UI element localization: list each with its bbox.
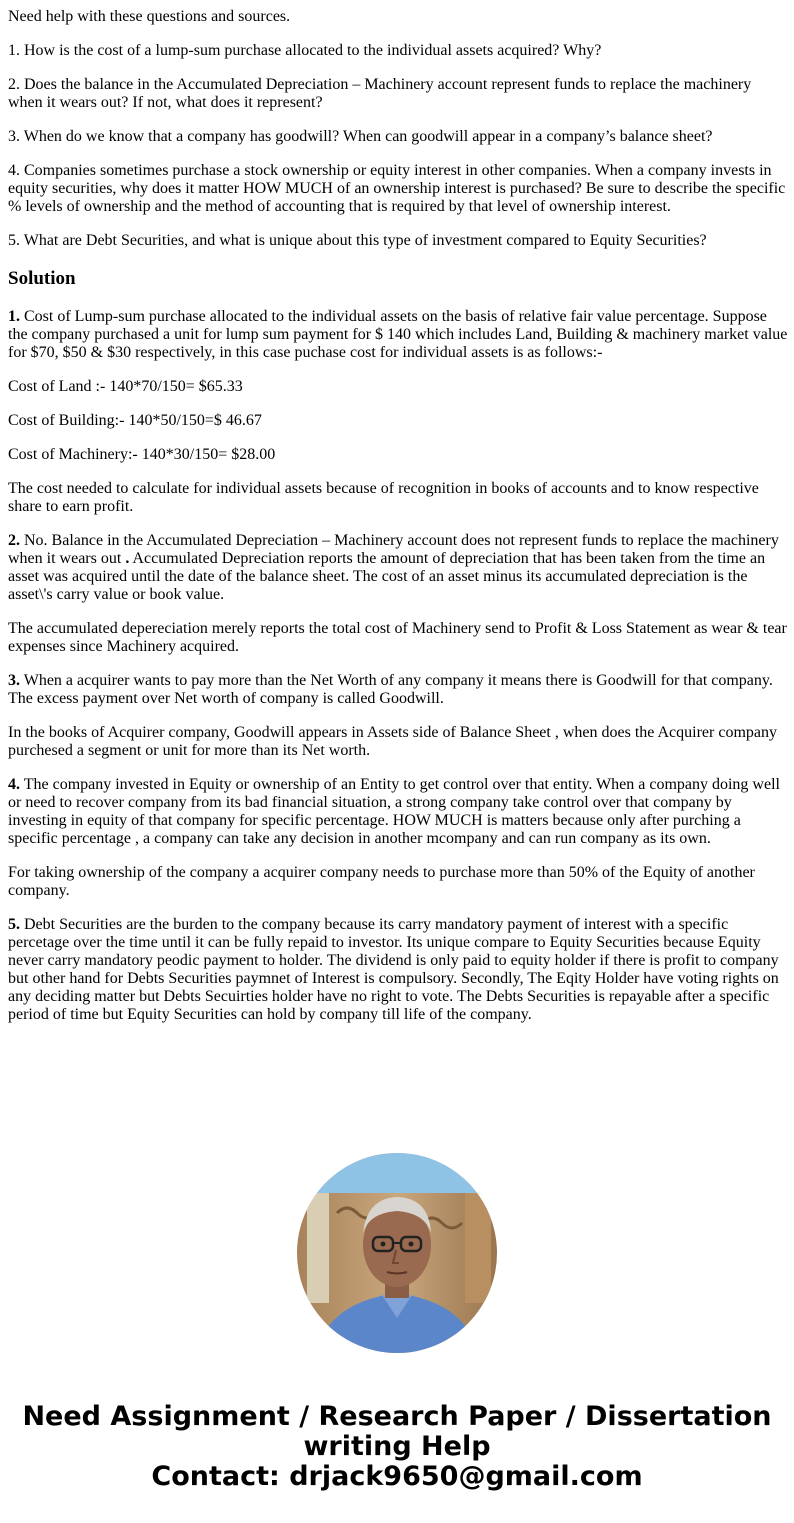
answer-2-text-a: No. Balance in the Accumulated Depreciation – Machinery account does not represent funds to replace the machinery when it wears out xyxy=(8,532,779,567)
cost-of-land: Cost of Land :- 140*70/150= $65.33 xyxy=(8,378,243,395)
answer-2-text-b: Accumulated Depreciation reports the amount of depreciation that has been taken from the time an asset was acquired until the date of the balance sheet. The cost of an asset minus its accumulated depreciation is the asset\'s carry value or book value. xyxy=(8,550,766,603)
footer-line-2: writing Help xyxy=(303,1431,491,1462)
answer-4 xyxy=(8,776,788,848)
answer-1 xyxy=(8,308,788,362)
author-portrait-image xyxy=(297,1153,497,1353)
answer-1-text: Cost of Lump-sum purchase allocated to the individual assets on the basis of relative fair value percentage. Suppose the company purchased a unit for lump sum payment for $ 140 which includes Land, Building & machinery market value for $70, $50 & $30 respectively, in this case puchase cost for individual assets is as follows:- xyxy=(8,308,788,361)
solution-heading: Solution xyxy=(8,268,76,289)
question-5: 5. What are Debt Securities, and what is unique about this type of investment compared to Equity Securities? xyxy=(8,232,707,249)
document-body xyxy=(8,8,788,1040)
answer-2-bold-dot: . xyxy=(125,550,130,567)
question-1: 1. How is the cost of a lump-sum purchase allocated to the individual assets acquired? Why? xyxy=(8,42,602,59)
author-avatar xyxy=(297,1153,497,1353)
answer-3-number: 3. xyxy=(8,672,20,689)
answer-4-text: The company invested in Equity or ownership of an Entity to get control over that entity. When a company doing well or need to recover company from its bad financial situation, a strong company take control over that company by investing in equity of that company for specific percentage. HOW MUCH is matters because only after purching a specific percentage , a company can take any decision in another mcompany and can run company as its own. xyxy=(8,776,780,847)
answer-3-text: When a acquirer wants to pay more than the Net Worth of any company it means there is Goodwill for that company. The excess payment over Net worth of company is called Goodwill. xyxy=(8,672,773,707)
answer-3-followup: In the books of Acquirer company, Goodwill appears in Assets side of Balance Sheet , when does the Acquirer company purchesed a segment or unit for more than its Net worth. xyxy=(8,724,777,759)
answer-5-number: 5. xyxy=(8,916,20,933)
cost-of-machinery: Cost of Machinery:- 140*30/150= $28.00 xyxy=(8,446,276,463)
answer-3 xyxy=(8,672,788,708)
question-3: 3. When do we know that a company has goodwill? When can goodwill appear in a company’s balance sheet? xyxy=(8,128,713,145)
answer-1-followup: The cost needed to calculate for individual assets because of recognition in books of accounts and to know respective share to earn profit. xyxy=(8,480,759,515)
footer-contact-email: Contact: drjack9650@gmail.com xyxy=(151,1461,643,1492)
answer-2 xyxy=(8,532,788,604)
intro-text: Need help with these questions and sources. xyxy=(8,8,291,25)
answer-2-followup: The accumulated depereciation merely reports the total cost of Machinery send to Profit & Loss Statement as wear & tear expenses since Machinery acquired. xyxy=(8,620,787,655)
footer-contact xyxy=(0,1402,794,1492)
answer-4-number: 4. xyxy=(8,776,20,793)
answer-5-text: Debt Securities are the burden to the company because its carry mandatory payment of interest with a specific percetage over the time until it can be fully repaid to investor. Its unique compare to Equity Securities because Equity never carry mandatory peodic payment to holder. The dividend is only paid to equity holder if there is profit to company but other hand for Debts Securities paymnet of Interest is compulsory. Secondly, The Eqity Holder have voting rights on any deciding matter but Debts Secuirties holder have no right to vote. The Debts Securities is repayable after a specific period of time but Equity Securities can hold by company till life of the company. xyxy=(8,916,779,1023)
footer-line-1: Need Assignment / Research Paper / Dissertation xyxy=(22,1401,772,1432)
answer-5 xyxy=(8,916,788,1024)
answer-4-followup: For taking ownership of the company a acquirer company needs to purchase more than 50% of the Equity of another company. xyxy=(8,864,755,899)
question-2: 2. Does the balance in the Accumulated Depreciation – Machinery account represent funds to replace the machinery when it wears out? If not, what does it represent? xyxy=(8,76,752,111)
cost-of-building: Cost of Building:- 140*50/150=$ 46.67 xyxy=(8,412,262,429)
question-4: 4. Companies sometimes purchase a stock ownership or equity interest in other companies. When a company invests in equity securities, why does it matter HOW MUCH of an ownership interest is purchased? Be sure to describe the specific % levels of ownership and the method of accounting that is required by that level of ownership interest. xyxy=(8,162,786,215)
answer-1-number: 1. xyxy=(8,308,20,325)
answer-2-number: 2. xyxy=(8,532,20,549)
